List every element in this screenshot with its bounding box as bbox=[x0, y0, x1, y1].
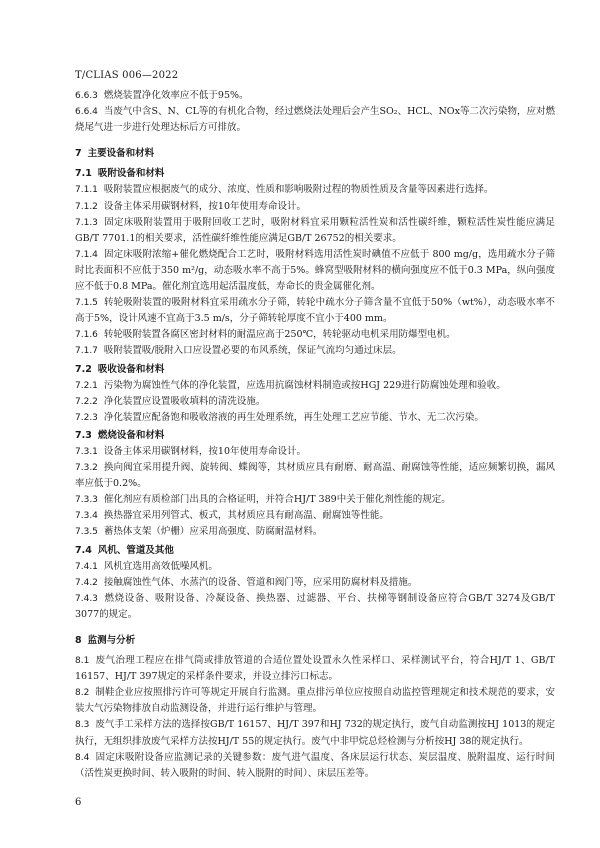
clause-number: 8.4 bbox=[75, 752, 90, 763]
clause-text: 换热器宜采用列管式、板式，其材质应具有耐高温、耐腐蚀等性能。 bbox=[103, 510, 389, 522]
clause-text: 设备主体采用碳钢材料，按10年使用寿命设计。 bbox=[103, 445, 306, 457]
clause-number: 7.2.2 bbox=[75, 396, 98, 407]
clause-text: 吸附设备和材料 bbox=[97, 168, 165, 180]
clause-paragraph bbox=[75, 327, 555, 343]
clause-text: 换向阀宜采用提升阀、旋转阀、蝶阀等，其材质应具有耐磨、耐高温、耐腐蚀等性能，适应频繁切换，漏风率应低于0.2%。 bbox=[75, 462, 555, 490]
clause-paragraph bbox=[75, 460, 555, 492]
clause-paragraph bbox=[75, 575, 555, 591]
clause-number: 7.3.2 bbox=[75, 463, 98, 474]
clause-number: 7.2 bbox=[75, 363, 92, 375]
subsection-heading bbox=[75, 543, 555, 559]
clause-number: 7.3.5 bbox=[75, 527, 98, 538]
document-body bbox=[75, 88, 555, 782]
clause-number: 6.6.3 bbox=[75, 91, 98, 101]
clause-paragraph bbox=[75, 591, 555, 623]
clause-paragraph bbox=[75, 559, 555, 575]
clause-paragraph bbox=[75, 88, 555, 104]
clause-number: 7 bbox=[75, 148, 82, 160]
clause-paragraph bbox=[75, 295, 555, 327]
clause-text: 燃烧设备和材料 bbox=[97, 429, 165, 441]
clause-number: 7.4 bbox=[75, 544, 92, 556]
clause-text: 监测与分析 bbox=[87, 635, 136, 646]
clause-number: 7.1.4 bbox=[75, 249, 98, 260]
clause-text: 净化装置应配备饱和吸收溶液的再生处理系统，再生处理工艺应节能、节水、无二次污染。 bbox=[103, 411, 484, 423]
clause-text: 废气手工采样方法的选择按GB/T 16157、HJ/T 397和HJ 732的规定执行，废气自动监测按HJ 1013的规定执行，无组织排放废气采样方法按HJ/T 55的规定执行。废气中非甲烷总烃检测与分析按HJ 38的规定执行。 bbox=[75, 719, 555, 747]
clause-number: 7.4.3 bbox=[75, 593, 98, 604]
clause-text: 风机宜选用高效低噪风机。 bbox=[103, 560, 218, 572]
clause-number: 8.3 bbox=[75, 720, 90, 731]
clause-paragraph bbox=[75, 524, 555, 540]
clause-text: 当废气中含S、N、CL等的有机化合物，经过燃烧法处理后会产生SO₂、HCL、NOx等二次污染物，应对燃烧尾气进一步进行处理达标后方可排放。 bbox=[75, 106, 555, 134]
clause-text: 吸附装置吸/脱附入口应设置必要的布风系统，保证气流均匀通过床层。 bbox=[103, 345, 402, 357]
clause-number: 7.2.1 bbox=[75, 380, 98, 391]
clause-text: 主要设备和材料 bbox=[87, 148, 155, 160]
clause-paragraph bbox=[75, 394, 555, 410]
clause-text: 固定床吸附设备应监测记录的关键参数：废气进气温度、各床层运行状态、炭层温度、脱附温度、运行时间（活性炭更换时间、转入吸附的时间、转入脱附的时间）、床层压差等。 bbox=[75, 751, 555, 779]
clause-text: 污染物为腐蚀性气体的净化装置，应选用抗腐蚀材料制造或按HGJ 229进行防腐蚀处理和验收。 bbox=[103, 379, 506, 391]
clause-text: 燃烧装置净化效率应不低于95%。 bbox=[103, 90, 249, 101]
clause-number: 6.6.4 bbox=[75, 107, 98, 118]
clause-number: 8.1 bbox=[75, 656, 90, 667]
clause-number: 7.1.6 bbox=[75, 330, 98, 341]
clause-paragraph bbox=[75, 215, 555, 247]
clause-number: 7.1.5 bbox=[75, 298, 98, 309]
clause-text: 制鞋企业应按照排污许可等规定开展自行监测。重点排污单位应按照自动监控管理规定和技术规范的要求，安装大气污染物排放自动监测设备，并进行运行维护与管理。 bbox=[75, 687, 555, 715]
clause-text: 净化装置应设置吸收填料的清洗设施。 bbox=[103, 395, 266, 407]
section-heading bbox=[75, 633, 555, 649]
clause-text: 转轮吸附装置的吸附材料宜采用疏水分子筛，转轮中疏水分子筛含量不宜低于50%（wt%），动态吸水率不高于5%，设计风速不宜高于3.5 m/s，分子筛转轮厚度不宜小于400 mm。 bbox=[75, 297, 555, 325]
clause-paragraph bbox=[75, 104, 555, 136]
clause-number: 7.1.1 bbox=[75, 185, 98, 196]
clause-number: 7.4.2 bbox=[75, 577, 98, 588]
clause-text: 固定床吸附装置用于吸附回收工艺时，吸附材料宜采用颗粒活性炭和活性碳纤维，颗粒活性炭性能应满足GB/T 7701.1的相关要求，活性碳纤维性能应满足GB/T 26752的相关要求。 bbox=[75, 216, 555, 244]
clause-paragraph bbox=[75, 492, 555, 508]
clause-number: 7.3.3 bbox=[75, 495, 98, 506]
clause-number: 7.4.1 bbox=[75, 561, 98, 572]
clause-paragraph bbox=[75, 717, 555, 749]
clause-text: 蓄热体支架（炉栅）应采用高强度、防腐耐温材料。 bbox=[103, 526, 323, 538]
subsection-heading bbox=[75, 166, 555, 182]
clause-number: 7.3 bbox=[75, 429, 92, 441]
clause-text: 吸收设备和材料 bbox=[97, 363, 165, 375]
clause-text: 废气治理工程应在排气筒或排放管道的合适位置处设置永久性采样口、采样测试平台，符合HJ/T 1、GB/T 16157、HJ/T 397规定的采样条件要求，并设立排污口标志。 bbox=[75, 655, 555, 683]
clause-paragraph bbox=[75, 410, 555, 426]
clause-text: 转轮吸附装置各腐区密封材料的耐温应高于250℃，转轮驱动电机采用防爆型电机。 bbox=[103, 329, 456, 341]
clause-number: 7.1.2 bbox=[75, 201, 98, 212]
clause-text: 燃烧设备、吸附设备、冷凝设备、换热器、过滤器、平台、扶梯等钢制设备应符合GB/T 3274及GB/T 3077的规定。 bbox=[75, 592, 555, 620]
clause-number: 7.1 bbox=[75, 168, 92, 180]
clause-paragraph bbox=[75, 182, 555, 198]
clause-text: 吸附装置应根据废气的成分、浓度、性质和影响吸附过程的物质性质及含量等因素进行选择。 bbox=[103, 184, 494, 196]
clause-paragraph bbox=[75, 444, 555, 460]
clause-text: 接触腐蚀性气体、水蒸汽的设备、管道和阀门等，应采用防腐材料及措施。 bbox=[103, 576, 418, 588]
clause-number: 7.2.3 bbox=[75, 412, 98, 423]
document-code: T/CLIAS 006—2022 bbox=[75, 70, 179, 81]
clause-number: 7.1.3 bbox=[75, 217, 98, 228]
clause-text: 催化剂应有质检部门出具的合格证明，并符合HJ/T 389中关于催化剂性能的规定。 bbox=[103, 494, 451, 506]
section-heading bbox=[75, 146, 555, 162]
clause-number: 8.2 bbox=[75, 688, 90, 699]
clause-text: 固定床吸附浓缩+催化燃烧配合工艺时，吸附材料选用活性炭时碘值不应低于 800 mg/g，选用疏水分子筛时比表面积不应低于350 m²/g，动态吸水率不高于5%。蜂窝型吸附材料的横向强度应不低于0.3 MPa，纵向强度应不低于0.8 MPa。催化剂宜选用起活温度低，寿命长的贵金属催化剂。 bbox=[75, 248, 555, 293]
clause-paragraph bbox=[75, 750, 555, 782]
clause-number: 7.1.7 bbox=[75, 346, 98, 357]
clause-paragraph bbox=[75, 378, 555, 394]
clause-paragraph bbox=[75, 685, 555, 717]
clause-text: 设备主体采用碳钢材料，按10年使用寿命设计。 bbox=[103, 200, 306, 212]
clause-text: 风机、管道及其他 bbox=[97, 544, 174, 556]
clause-number: 8 bbox=[75, 635, 82, 646]
clause-number: 7.3.4 bbox=[75, 511, 98, 522]
subsection-heading bbox=[75, 428, 555, 444]
clause-paragraph bbox=[75, 343, 555, 359]
clause-paragraph bbox=[75, 653, 555, 685]
page-number: 6 bbox=[75, 797, 82, 808]
clause-paragraph bbox=[75, 199, 555, 215]
clause-paragraph bbox=[75, 247, 555, 295]
clause-paragraph bbox=[75, 508, 555, 524]
clause-number: 7.3.1 bbox=[75, 446, 98, 457]
subsection-heading bbox=[75, 362, 555, 378]
